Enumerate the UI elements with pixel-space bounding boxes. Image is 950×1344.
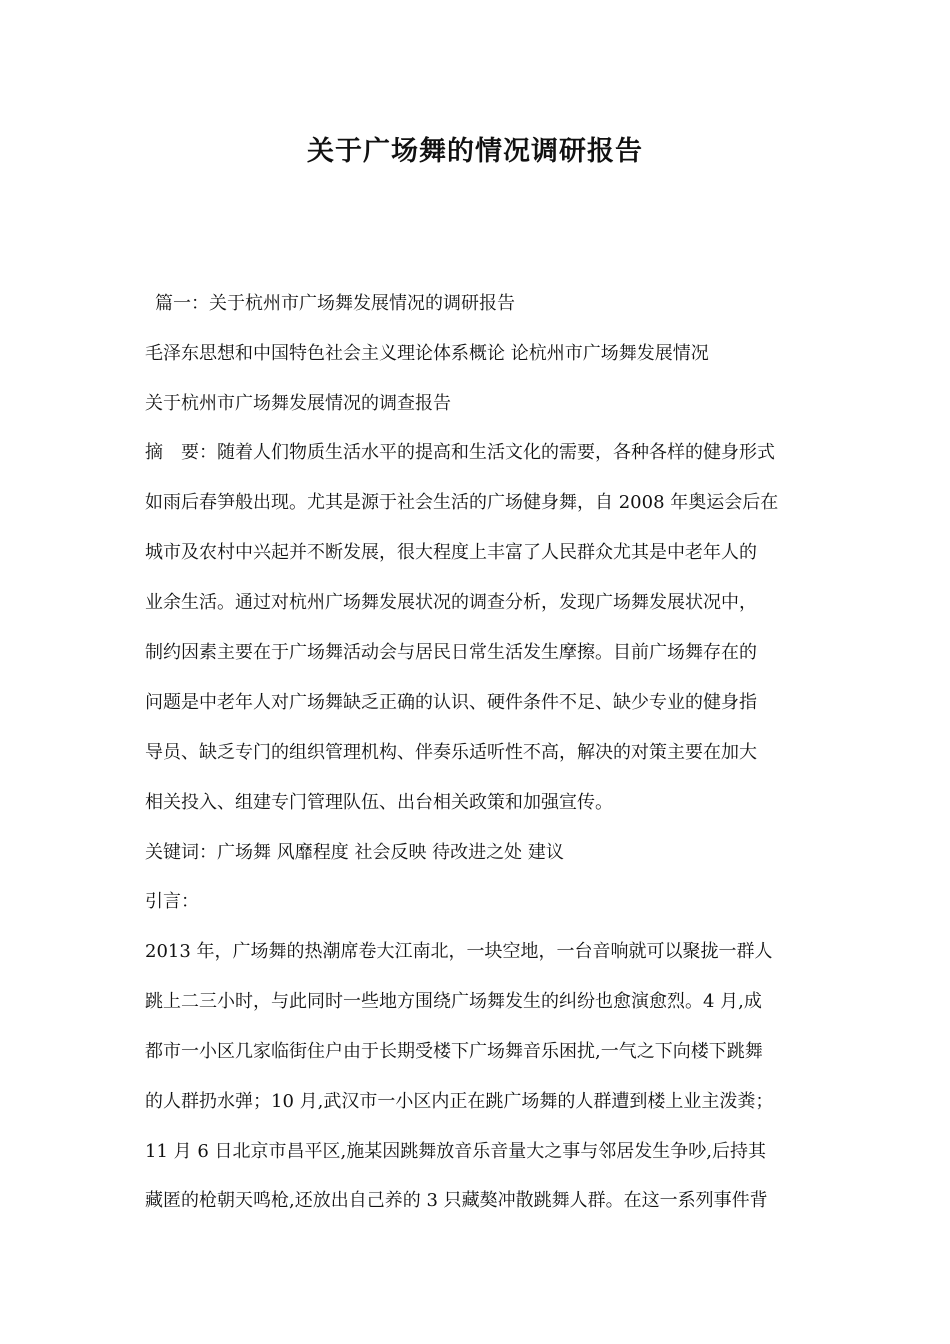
abstract-line: 业余生活。通过对杭州广场舞发展状况的调查分析，发现广场舞发展状况中， (145, 592, 757, 613)
abstract-line: 问题是中老年人对广场舞缺乏正确的认识、硬件条件不足、缺少专业的健身指 (145, 692, 757, 713)
document-title: 关于广场舞的情况调研报告 (307, 136, 643, 167)
body-line: 跳上二三小时，与此同时一些地方围绕广场舞发生的纠纷也愈演愈烈。4 月,成 (145, 991, 762, 1012)
abstract-line: 制约因素主要在于广场舞活动会与居民日常生活发生摩擦。目前广场舞存在的 (145, 642, 757, 663)
section-heading: 篇一：关于杭州市广场舞发展情况的调研报告 (155, 293, 515, 314)
text-line: 毛泽东思想和中国特色社会主义理论体系概论 论杭州市广场舞发展情况 (145, 343, 709, 364)
body-line: 的人群扔水弹；10 月,武汉市一小区内正在跳广场舞的人群遭到楼上业主泼粪； (145, 1091, 774, 1112)
abstract-line: 如雨后春笋般出现。尤其是源于社会生活的广场健身舞，自 2008 年奥运会后在 (145, 492, 779, 513)
text-line: 关于杭州市广场舞发展情况的调查报告 (145, 393, 451, 414)
keywords-line: 关键词：广场舞 风靡程度 社会反映 待改进之处 建议 (145, 842, 564, 863)
abstract-line: 相关投入、组建专门管理队伍、出台相关政策和加强宣传。 (145, 792, 613, 813)
body-line: 2013 年，广场舞的热潮席卷大江南北，一块空地，一台音响就可以聚拢一群人 (145, 941, 773, 962)
body-line: 11 月 6 日北京市昌平区,施某因跳舞放音乐音量大之事与邻居发生争吵,后持其 (145, 1141, 766, 1162)
abstract-line: 摘 要：随着人们物质生活水平的提高和生活文化的需要，各种各样的健身形式 (145, 442, 775, 463)
body-line: 藏匿的枪朝天鸣枪,还放出自己养的 3 只藏獒冲散跳舞人群。在这一系列事件背 (145, 1190, 768, 1211)
abstract-line: 城市及农村中兴起并不断发展，很大程度上丰富了人民群众尤其是中老年人的 (145, 542, 757, 563)
intro-heading: 引言： (145, 891, 199, 912)
body-line: 都市一小区几家临街住户由于长期受楼下广场舞音乐困扰,一气之下向楼下跳舞 (145, 1041, 763, 1062)
abstract-line: 导员、缺乏专门的组织管理机构、伴奏乐适听性不高，解决的对策主要在加大 (145, 742, 757, 763)
